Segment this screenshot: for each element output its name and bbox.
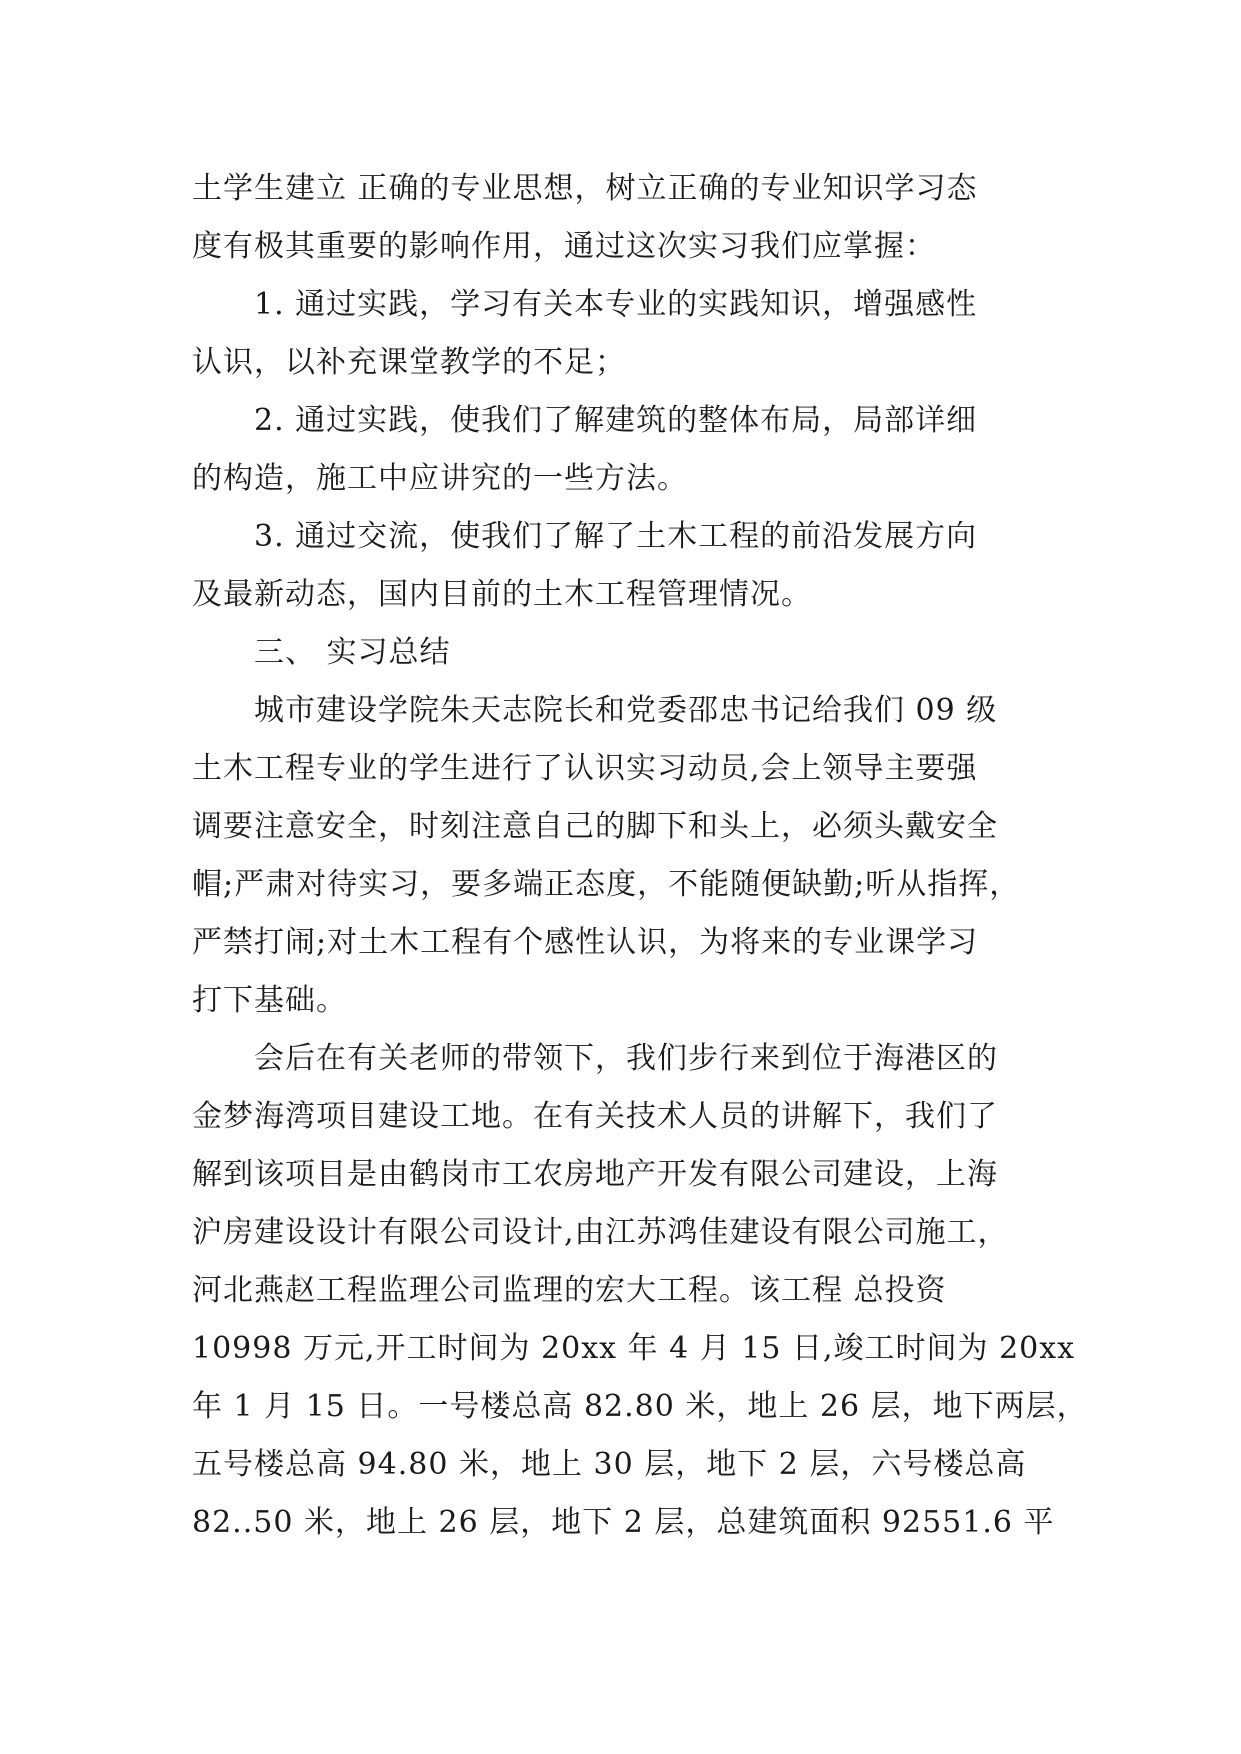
paragraph-start: 城市建设学院朱天志院长和党委邵忠书记给我们 09 级 [254,693,998,728]
text-line: 调要注意安全，时刻注意自己的脚下和头上，必须头戴安全 [192,809,998,844]
text-line: 的构造，施工中应讲究的一些方法。 [192,461,688,496]
text-line: 解到该项目是由鹤岗市工农房地产开发有限公司建设，上海 [192,1157,998,1192]
text-line: 河北燕赵工程监理公司监理的宏大工程。该工程 总投资 [192,1273,947,1308]
text-line: 及最新动态，国内目前的土木工程管理情况。 [192,577,812,612]
text-line: 严禁打闹;对土木工程有个感性认识，为将来的专业课学习 [192,925,979,960]
text-line: 10998 万元,开工时间为 20xx 年 4 月 15 日,竣工时间为 20xx [192,1331,1076,1366]
text-line: 土木工程专业的学生进行了认识实习动员,会上领导主要强 [192,751,978,786]
list-item-2: 2. 通过实践，使我们了解建筑的整体布局，局部详细 [254,403,978,438]
text-line: 土学生建立 正确的专业思想，树立正确的专业知识学习态 [192,171,978,206]
text-line: 金梦海湾项目建设工地。在有关技术人员的讲解下，我们了 [192,1099,998,1134]
text-line: 帽;严肃对待实习，要多端正态度，不能随便缺勤;听从指挥， [192,867,1021,902]
list-item-3: 3. 通过交流，使我们了解了土木工程的前沿发展方向 [254,519,978,554]
text-line: 度有极其重要的影响作用，通过这次实习我们应掌握： [192,229,936,264]
text-line: 认识，以补充课堂教学的不足； [192,345,626,380]
text-line: 82..50 米，地上 26 层，地下 2 层，总建筑面积 92551.6 平 [192,1505,1055,1540]
text-line: 沪房建设设计有限公司设计,由江苏鸿佳建设有限公司施工， [192,1215,1009,1250]
text-line: 五号楼总高 94.80 米，地上 30 层，地下 2 层，六号楼总高 [192,1447,1027,1482]
body-text [192,160,1088,1552]
section-heading: 三、 实习总结 [254,635,451,670]
list-item-1: 1. 通过实践，学习有关本专业的实践知识，增强感性 [254,287,978,322]
paragraph-start: 会后在有关老师的带领下，我们步行来到位于海港区的 [254,1041,998,1076]
text-line: 年 1 月 15 日。一号楼总高 82.80 米，地上 26 层，地下两层， [192,1389,1088,1424]
text-line: 打下基础。 [192,983,347,1018]
